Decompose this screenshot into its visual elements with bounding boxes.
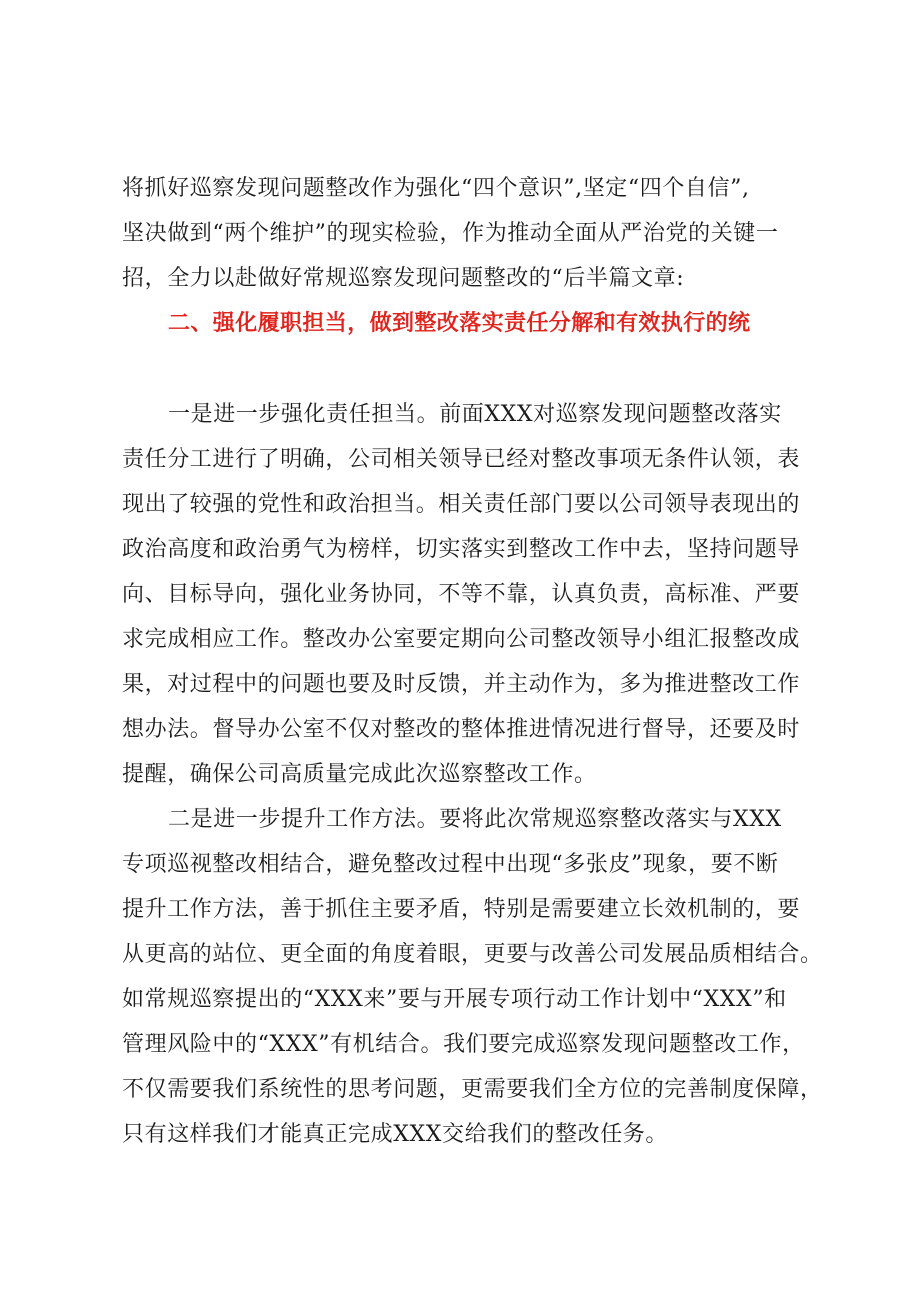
paragraph1-line-1: 一是进一步强化责任担当。前面XXX对巡察发现问题整改落实 — [168, 402, 782, 427]
paragraph1-line-8: 想办法。督导办公室不仅对整改的整体推进情况进行督导，还要及时 — [122, 717, 801, 742]
intro-line-3: 招，全力以赴做好常规巡察发现问题整改的“后半篇文章: — [122, 266, 685, 291]
paragraph1-line-4: 政治高度和政治勇气为榜样，切实落实到整改工作中去，坚持问题导 — [122, 537, 801, 562]
paragraph2-line-4: 从更高的站位、更全面的角度着眼，更要与改善公司发展品质相结合。 — [122, 942, 823, 967]
paragraph1-line-9: 提醒，确保公司高质量完成此次巡察整改工作。 — [122, 762, 597, 787]
section-heading: 二、强化履职担当，做到整改落实责任分解和有效执行的统 — [168, 311, 751, 336]
paragraph2-line-1: 二是进一步提升工作方法。要将此次常规巡察整改落实与XXX — [168, 807, 782, 832]
paragraph2-line-3: 提升工作方法，善于抓住主要矛盾，特别是需要建立长效机制的，要 — [122, 897, 801, 922]
paragraph1-line-2: 责任分工进行了明确，公司相关领导已经对整改事项无条件认领，表 — [122, 447, 801, 472]
paragraph2-line-7: 不仅需要我们系统性的思考问题，更需要我们全方位的完善制度保障， — [122, 1077, 823, 1102]
paragraph2-line-5: 如常规巡察提出的“XXX来”要与开展专项行动工作计划中“XXX”和 — [122, 987, 787, 1012]
paragraph1-line-3: 现出了较强的党性和政治担当。相关责任部门要以公司领导表现出的 — [122, 492, 801, 517]
paragraph1-line-5: 向、目标导向，强化业务协同，不等不靠，认真负责，高标准、严要 — [122, 582, 801, 607]
paragraph1-line-7: 果，对过程中的问题也要及时反馈，并主动作为，多为推进整改工作 — [122, 672, 801, 697]
paragraph1-line-6: 求完成相应工作。整改办公室要定期向公司整改领导小组汇报整改成 — [122, 627, 801, 652]
intro-line-1: 将抓好巡察发现问题整改作为强化“四个意识”,坚定“四个自信”, — [122, 176, 750, 201]
paragraph2-line-6: 管理风险中的“XXX”有机结合。我们要完成巡察发现问题整改工作， — [122, 1032, 805, 1057]
paragraph2-line-2: 专项巡视整改相结合，避免整改过程中出现“多张皮”现象，要不断 — [122, 852, 779, 877]
paragraph2-line-8: 只有这样我们才能真正完成XXX交给我们的整改任务。 — [122, 1122, 668, 1147]
intro-line-2: 坚决做到“两个维护”的现实检验，作为推动全面从严治党的关键一 — [122, 221, 779, 246]
